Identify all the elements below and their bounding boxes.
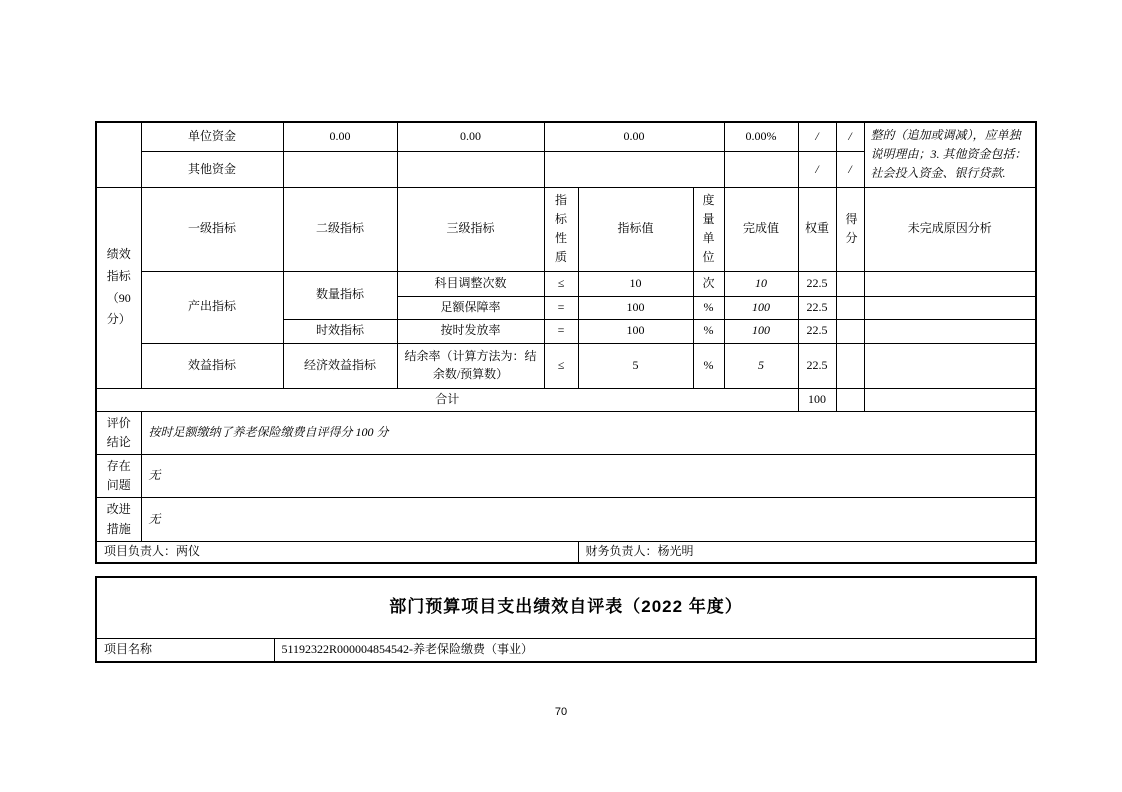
project-manager-cell: 项目负责人：两仪 (96, 541, 578, 563)
level2-timeliness-indicator: 时效指标 (283, 319, 397, 343)
target-cell: 5 (578, 343, 693, 388)
actual-cell: 10 (724, 271, 798, 296)
other-funds-value-3 (544, 151, 724, 187)
indicator-row-surplus-rate (96, 343, 1036, 388)
project-name-label: 项目名称 (96, 638, 274, 662)
responsible-persons-row (96, 541, 1036, 563)
level2-economic-benefit-indicator: 经济效益指标 (283, 343, 397, 388)
target-cell: 100 (578, 319, 693, 343)
score-cell (836, 296, 864, 319)
other-funds-value-1 (283, 151, 397, 187)
performance-section-label: 绩效指标（90分） (96, 187, 141, 388)
problems-row (96, 454, 1036, 497)
header-level2: 二级指标 (283, 187, 397, 271)
nature-cell: ≤ (544, 271, 578, 296)
unit-cell: % (693, 296, 724, 319)
other-funds-weight-slash: / (798, 151, 836, 187)
weight-cell: 22.5 (798, 271, 836, 296)
indicator-row-subject-adjustments (96, 271, 1036, 296)
funding-row-unit (96, 122, 1036, 151)
score-cell (836, 271, 864, 296)
nature-cell: = (544, 319, 578, 343)
budget-self-evaluation-table-2022 (95, 576, 1037, 663)
conclusion-row (96, 411, 1036, 454)
header-level3: 三级指标 (397, 187, 544, 271)
nature-cell: ≤ (544, 343, 578, 388)
other-funds-label: 其他资金 (141, 151, 283, 187)
reason-cell (864, 271, 1036, 296)
improvement-text: 无 (141, 498, 1036, 541)
table2-title-row (96, 577, 1036, 638)
funding-section-stub-cell (96, 122, 141, 187)
score-cell (836, 319, 864, 343)
weight-cell: 22.5 (798, 319, 836, 343)
unit-funds-value-3: 0.00 (544, 122, 724, 151)
unit-cell: % (693, 343, 724, 388)
header-reason: 未完成原因分析 (864, 187, 1036, 271)
funding-note: 整的（追加或调减），应单独说明理由；3. 其他资金包括：社会投入资金、银行贷款. (864, 122, 1036, 187)
actual-cell: 5 (724, 343, 798, 388)
conclusion-text: 按时足额缴纳了养老保险缴费自评得分 100 分 (141, 411, 1036, 454)
header-actual-value: 完成值 (724, 187, 798, 271)
header-target-value: 指标值 (578, 187, 693, 271)
page-number: 70 (554, 706, 568, 718)
weight-cell: 22.5 (798, 296, 836, 319)
unit-funds-value-1: 0.00 (283, 122, 397, 151)
level3-label: 结余率（计算方法为：结余数/预算数） (397, 343, 544, 388)
other-funds-value-2 (397, 151, 544, 187)
performance-evaluation-table (95, 121, 1037, 564)
total-row (96, 388, 1036, 411)
problems-label: 存在问题 (96, 454, 141, 497)
level3-label: 按时发放率 (397, 319, 544, 343)
improvement-row (96, 498, 1036, 541)
unit-funds-weight-slash: / (798, 122, 836, 151)
header-score: 得分 (836, 187, 864, 271)
other-funds-score-slash: / (836, 151, 864, 187)
level1-output-indicator: 产出指标 (141, 271, 283, 343)
unit-cell: 次 (693, 271, 724, 296)
score-cell (836, 343, 864, 388)
unit-funds-percent: 0.00% (724, 122, 798, 151)
reason-cell (864, 319, 1036, 343)
header-level1: 一级指标 (141, 187, 283, 271)
unit-funds-value-2: 0.00 (397, 122, 544, 151)
target-cell: 100 (578, 296, 693, 319)
header-weight: 权重 (798, 187, 836, 271)
header-unit: 度量单位 (693, 187, 724, 271)
improvement-label: 改进措施 (96, 498, 141, 541)
nature-cell: = (544, 296, 578, 319)
header-nature: 指标性质 (544, 187, 578, 271)
total-reason (864, 388, 1036, 411)
indicator-header-row (96, 187, 1036, 271)
level3-label: 足额保障率 (397, 296, 544, 319)
total-label: 合计 (96, 388, 798, 411)
reason-cell (864, 343, 1036, 388)
reason-cell (864, 296, 1036, 319)
project-name-value: 51192322R000004854542-养老保险缴费（事业） (274, 638, 1036, 662)
unit-cell: % (693, 319, 724, 343)
actual-cell: 100 (724, 319, 798, 343)
conclusion-label: 评价结论 (96, 411, 141, 454)
unit-funds-score-slash: / (836, 122, 864, 151)
level2-quantity-indicator: 数量指标 (283, 271, 397, 319)
level3-label: 科目调整次数 (397, 271, 544, 296)
table2-title: 部门预算项目支出绩效自评表（2022 年度） (96, 577, 1036, 638)
unit-funds-label: 单位资金 (141, 122, 283, 151)
actual-cell: 100 (724, 296, 798, 319)
target-cell: 10 (578, 271, 693, 296)
total-weight: 100 (798, 388, 836, 411)
level1-benefit-indicator: 效益指标 (141, 343, 283, 388)
finance-manager-cell: 财务负责人：杨光明 (578, 541, 1036, 563)
weight-cell: 22.5 (798, 343, 836, 388)
project-name-row (96, 638, 1036, 662)
total-score (836, 388, 864, 411)
other-funds-percent (724, 151, 798, 187)
problems-text: 无 (141, 454, 1036, 497)
